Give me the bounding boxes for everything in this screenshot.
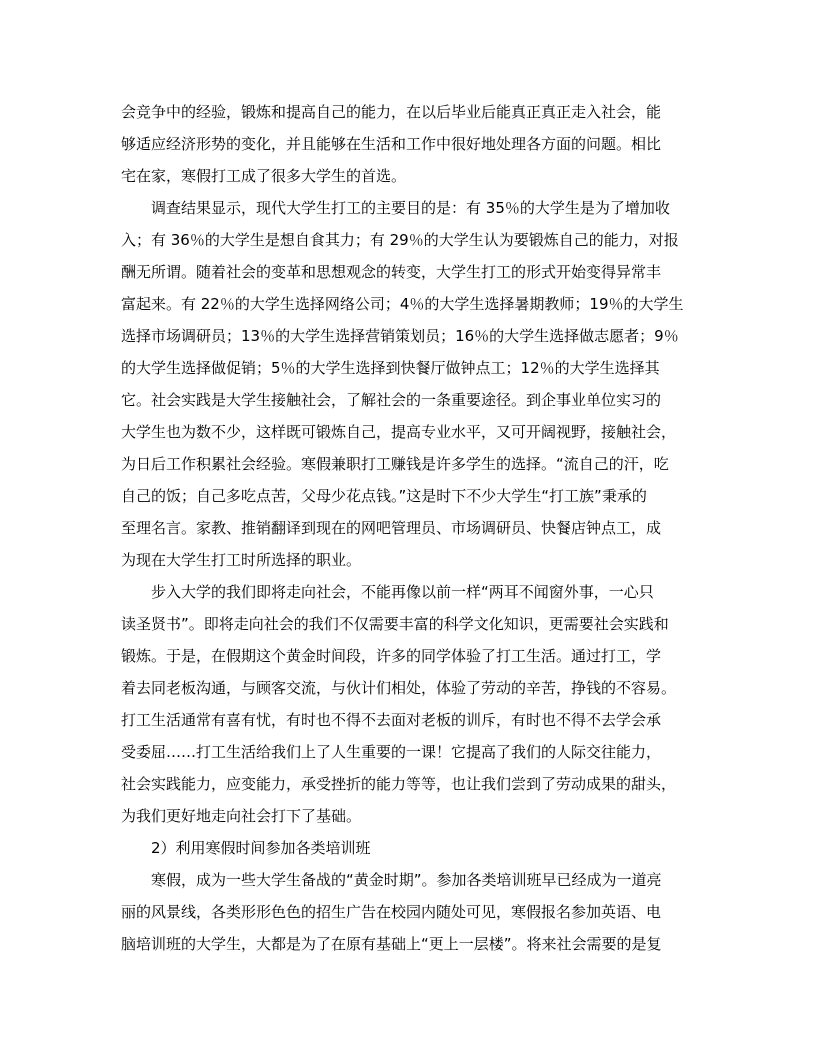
text-line: 社会实践能力，应变能力，承受挫折的能力等等，也让我们尝到了劳动成果的甜头， (121, 775, 677, 793)
text-line: 选择市场调研员；13％的大学生选择营销策划员；16％的大学生选择做志愿者；9％ (121, 327, 679, 345)
text-line: 着去同老板沟通，与顾客交流，与伙计们相处，体验了劳动的辛苦，挣钱的不容易。 (121, 679, 677, 697)
text-line: 够适应经济形势的变化，并且能够在生活和工作中很好地处理各方面的问题。相比 (121, 135, 662, 153)
text-line: 自己的饭；自己多吃点苦，父母少花点钱。”这是时下不少大学生“打工族”秉承的 (121, 487, 647, 505)
text-line: 宅在家，寒假打工成了很多大学生的首选。 (121, 167, 407, 185)
text-line: 酬无所谓。随着社会的变革和思想观念的转变，大学生打工的形式开始变得异常丰 (121, 263, 662, 281)
paragraph-first-line: 寒假，成为一些大学生备战的“黄金时期”。参加各类培训班早已经成为一道亮 (151, 871, 662, 889)
text-line: 它。社会实践是大学生接触社会，了解社会的一条重要途径。到企事业单位实习的 (121, 391, 662, 409)
text-line: 大学生也为数不少，这样既可锻炼自己，提高专业水平，又可开阔视野，接触社会， (121, 423, 677, 441)
text-line: 的大学生选择做促销；5％的大学生选择到快餐厅做钟点工；12％的大学生选择其 (121, 359, 660, 377)
section-heading: 2）利用寒假时间参加各类培训班 (151, 839, 371, 857)
text-line: 丽的风景线，各类形形色色的招生广告在校园内随处可见，寒假报名参加英语、电 (121, 903, 662, 921)
paragraph-first-line: 调查结果显示，现代大学生打工的主要目的是：有 35％的大学生是为了增加收 (151, 199, 670, 217)
text-line: 会竞争中的经验，锻炼和提高自己的能力，在以后毕业后能真正真正走入社会，能 (121, 103, 662, 121)
text-line: 入；有 36％的大学生是想自食其力；有 29％的大学生认为要锻炼自己的能力，对报 (121, 231, 679, 249)
paragraph-first-line: 步入大学的我们即将走向社会，不能再像以前一样“两耳不闻窗外事，一心只 (151, 583, 654, 601)
text-line: 为日后工作积累社会经验。寒假兼职打工赚钱是许多学生的选择。“流自己的汗，吃 (121, 455, 669, 473)
text-line: 富起来。有 22％的大学生选择网络公司；4％的大学生选择暑期教师；19％的大学生 (121, 295, 684, 313)
text-line: 打工生活通常有喜有忧，有时也不得不去面对老板的训斥，有时也不得不去学会承 (121, 711, 662, 729)
text-line: 受委屈……打工生活给我们上了人生重要的一课！它提高了我们的人际交往能力， (121, 743, 662, 761)
text-line: 至理名言。家教、推销翻译到现在的网吧管理员、市场调研员、快餐店钟点工，成 (121, 519, 662, 537)
text-line: 为我们更好地走向社会打下了基础。 (121, 807, 362, 825)
text-line: 为现在大学生打工时所选择的职业。 (121, 551, 362, 569)
text-line: 脑培训班的大学生，大都是为了在原有基础上“更上一层楼”。将来社会需要的是复 (121, 935, 662, 953)
text-line: 读圣贤书”。即将走向社会的我们不仅需要丰富的科学文化知识，更需要社会实践和 (121, 615, 669, 633)
text-line: 锻炼。于是，在假期这个黄金时间段，许多的同学体验了打工生活。通过打工，学 (121, 647, 662, 665)
